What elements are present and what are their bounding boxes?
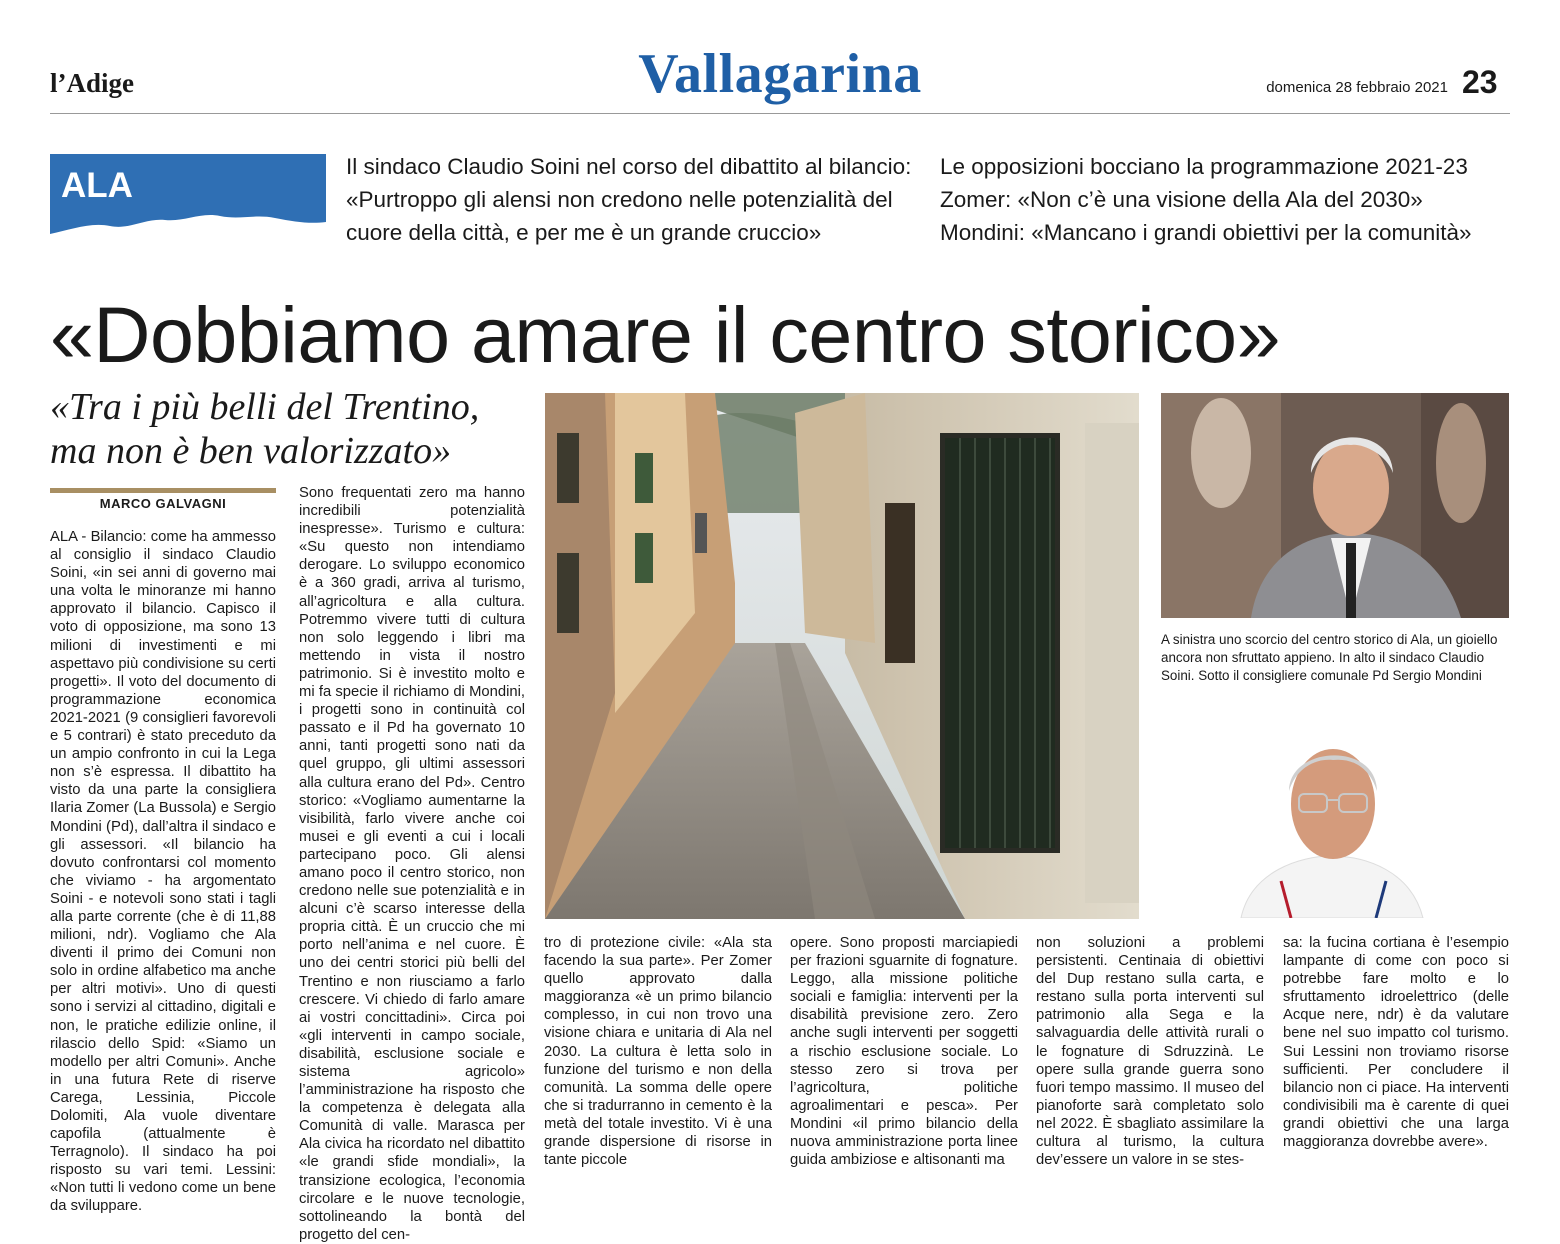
kicker-line: Le opposizioni bocciano la programmazione 2021-23 [940,154,1468,179]
column-text: non soluzioni a problemi persistenti. Centinaia di obiettivi del Dup restano sulla carta, e restano sulla porta interventi sul patrimonio alla Sega e la salvaguardia delle attività rurali o le fognature di Sdruzzinà. Le opere sulla grande guerra sono fuori tempo massimo. Il museo del pianoforte sarà completato solo nel 2022. È sbagliato assimilare la cultura al turismo, la cultura dev’essere un valore in se stes- [1036,935,1264,1169]
article-column-3 [544,934,772,1169]
column-text: Sono frequentati zero ma hanno incredibili potenzialità inespresse». Turismo e cultura: «Su questo non intendiamo derogare. Lo sviluppo economico è a 360 gradi, arriva al turismo, all’agricoltura e alla cultura. Potremmo vivere tutti di cultura non solo leggendo i libri ma mettendo in vista il nostro patrimonio. Si è investito molto e mi fa specie il richiamo di Mondini, i progetti sono in continuità col passato e il Pd ha governato 10 anni, tanti progetti sono nati da quel gruppo, gli ultimi assessori alla cultura erano del Pd». Centro storico: «Vogliamo aumentarne la visibilità, farlo vivere anche coi musei e gli eventi a cui i locali partecipano poco. Gli alensi amano poco il centro storico, non credono nelle sue potenzialità e in alcuni c’è scarso interesse della propria città. È un cruccio che mi porto nell’anima e nel cuore. È uno dei centri storici più belli del Trentino e non riusciamo a farlo crescere. Vi chiedo di farlo amare ai vostri concittadini». Circa poi «gli interventi in campo sociale, disabilità, esclusione sociale e sistema agricolo» l’amministrazione ha risposto che la competenza è delegata alla Comunità di valle. Marasca per Ala civica ha ricordato nel dibattito «le grandi sfide mondiali», la transizione ecologica, l’economia circolare e le nuove tecnologie, sottolineando la bontà del progetto del cen- [299,485,525,1243]
kicker-left [346,150,916,249]
kicker-line: Zomer: «Non c’è una visione della Ala del 2030» [940,187,1423,212]
kicker-right [940,150,1520,249]
article-column-6 [1283,934,1509,1151]
location-tag-label: ALA [61,166,133,205]
dateline: domenica 28 febbraio 2021 [1266,79,1448,96]
councillor-photo [1161,696,1509,918]
byline-rule [50,488,276,493]
column-text: ALA - Bilancio: come ha ammesso al consiglio il sindaco Claudio Soini, «in sei anni di governo mai una volta le minoranze mi hanno approvato il bilancio. Capisco il voto di opposizione, ma sono 13 milioni di investimenti e mi aspettavo più condivisione su certi progetti». Il voto del documento di programmazione economica 2021-2021 (9 consiglieri favorevoli e 5 contrari) è stato preceduto da un ampio confronto in cui la Lega non s’è espressa. Il dibattito ha visto da una parte la consigliera Ilaria Zomer (La Bussola) e Sergio Mondini (Pd), dall’altra il sindaco e gli assessori. «Il bilancio ha dovuto confrontarsi col momento che viviamo - ha argomentato Soini - e notevoli sono stati i tagli alla parte corrente (che è di 11,88 milioni, ndr). Vogliamo che Ala diventi il primo dei Comuni non solo in ordine alfabetico ma anche per altri motivi». Uno di questi sono i servizi al cittadino, digitali e non, le pratiche edilizie online, il rilascio dello Spid: «Siamo un modello per altri Comuni». Anche in una futura Rete di riserve Carega, Lessinia, Piccole Dolomiti, Ala vuole diventare capofila (attualmente è Terragnolo). Il sindaco ha poi risposto su vari temi. Lessini: «Non tutti li vedono come un bene da sviluppare. [50,529,276,1215]
column-text: tro di protezione civile: «Ala sta facendo la sua parte». Per Zomer quello approvato dalla maggioranza «è un primo bilancio complesso, in cui non trovo una visione chiara e unitaria di Ala nel 2030. La cultura è letta solo in funzione del turismo e non della comunità. La somma delle opere che si tradurranno in cemento è la metà del totale investito. Vi è una grande dispersione di risorse in tante piccole [544,935,772,1169]
kicker-line: Mondini: «Mancano i grandi obiettivi per la comunità» [940,220,1472,245]
subhead [50,385,530,473]
article-column-1 [50,528,276,1216]
location-tag [50,154,326,246]
byline: MARCO GALVAGNI [99,496,227,511]
subhead-line: ma non è ben valorizzato» [50,430,452,472]
photo-caption: A sinistra uno scorcio del centro storico di Ala, un gioiello ancora non sfruttato appieno. In alto il sindaco Claudio Soini. Sotto il consigliere comunale Pd Sergio Mondini [1161,632,1498,683]
kicker-line: «Purtroppo gli alensi non credono nelle potenzialità del [346,187,893,212]
article-column-2 [299,484,525,1244]
section-title: Vallagarina [638,43,922,105]
street-photo [545,393,1139,919]
masthead-rule [50,113,1510,114]
subhead-line: «Tra i più belli del Trentino, [50,386,480,428]
article-column-5 [1036,934,1264,1169]
column-text: opere. Sono proposti marciapiedi per frazioni sguarnite di fognature. Leggo, alla missione politiche sociali e famiglia: interventi per la disabilità previsione zero. Zero anche sugli interventi per soggetti a rischio esclusione sociale. Lo stesso zero si trova per l’agricoltura, politiche agroalimentari e pesca». Per Mondini «il primo bilancio della nuova amministrazione porta linee guida ambiziose e altisonanti ma [790,935,1018,1169]
newspaper-logo: l’Adige [50,68,134,98]
headline: «Dobbiamo amare il centro storico» [50,290,1281,379]
column-text: sa: la fucina cortiana è l’esempio lampante di come con poco si potrebbe fare molto e lo sfruttamento idroelettrico (delle Acque nere, ndr) è da valutare bene nel suo impatto col turismo. Sui Lessini non troviamo risorse sufficienti. Per concludere il bilancio non ci piace. Ha interventi condivisibili ma è carente di quei grandi obiettivi che una larga maggioranza dovrebbe avere». [1283,935,1509,1151]
mountain-silhouette-icon [50,204,326,246]
kicker-line: Il sindaco Claudio Soini nel corso del dibattito al bilancio: [346,154,912,179]
page-number: 23 [1462,64,1498,100]
mayor-photo [1161,393,1509,618]
kicker-line: cuore della città, e per me è un grande cruccio» [346,220,822,245]
article-column-4 [790,934,1018,1169]
